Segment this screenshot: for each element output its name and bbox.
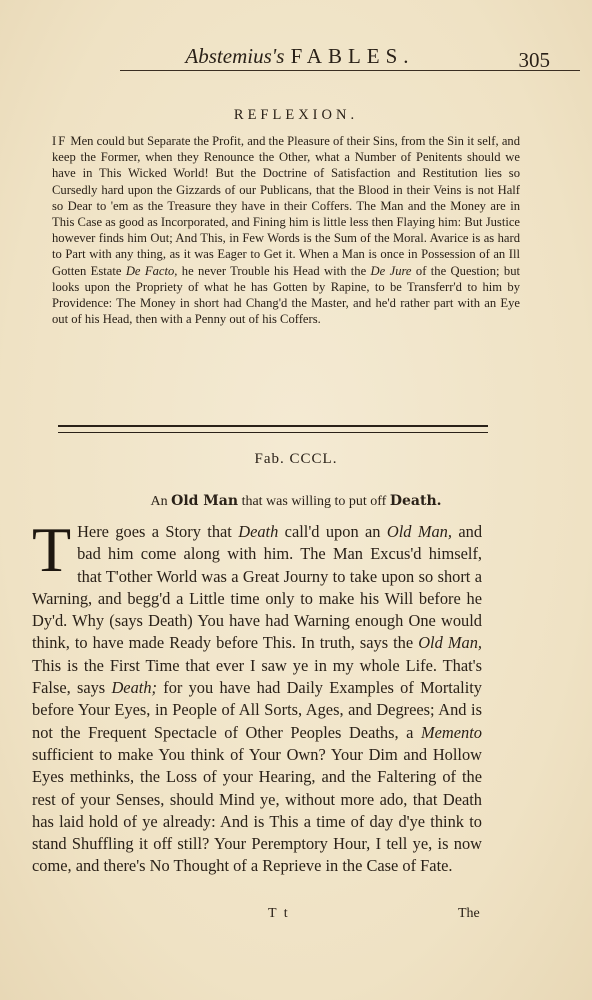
running-header bbox=[80, 44, 550, 74]
drop-capital: T bbox=[32, 514, 72, 585]
signature-mark: T t bbox=[268, 906, 290, 921]
fable-text bbox=[32, 514, 483, 878]
fable-title: An Old Man that was willing to put off Death. bbox=[150, 493, 442, 509]
fable-number: Fab. CCCL. bbox=[254, 451, 338, 467]
blackletter-old-man: Old Man bbox=[171, 493, 239, 509]
reflexion-text bbox=[52, 133, 520, 327]
running-title bbox=[140, 44, 460, 69]
running-title-fables: FABLES. bbox=[290, 44, 415, 68]
header-rule bbox=[120, 70, 580, 71]
fable-paragraph: Here goes a Story that Death call'd upon an Old Man, and bad him come along with him. The Man Excus'd himself, that T'other World was a Great Journy to take upon so short a Warning, and begg'd a Little time only to make his Will before he Dy'd. Why (says Death) You have had Warning enough One would think, to have made Ready before This. In truth, says the Old Man, This is the First Time that ever I saw ye in my whole Life. That's False, says Death; for you have had Daily Examples of Mortality before Your Eyes, in People of All Sorts, Ages, and Degrees; And is not the Frequent Spectacle of Other Peoples Deaths, a Memento sufficient to make You think of Your Own? Your Dim and Hollow Eyes methinks, the Loss of your Hearing, and the Faltering of the rest of your Senses, should Mind ye, without more ado, that Death has laid hold of ye already: And is This a time of day d'ye think to stand Shuffling it off still? Your Peremptory Hour, I tell ye, is now come, and there's No Thought of a Reprieve in the Case of Fate. bbox=[32, 522, 483, 876]
reflexion-heading: REFLEXION. bbox=[233, 107, 359, 123]
catchword: The bbox=[458, 906, 480, 921]
reflexion-paragraph: IF Men could but Separate the Profit, and the Pleasure of their Sins, from the Sin it self, and keep the Former, when they Renounce the Other, what a Number of Penitents should we have in This Wicked World! But the Doctrine of Satisfaction and Restitution lies so Cursedly hard upon the Gizzards of our Publicans, that the Blood in their Veins is not Half so Dear to 'em as the Treasure they have in their Coffers. The Man and the Money are in This Case as good as Incorporated, and Fining him is little less then Flaying him: But Justice however finds him Out; And This, in Few Words is the Sum of the Moral. Avarice is as hard to Part with any thing, as it was Eager to Get it. When a Man is once in Possession of an Ill Gotten Estate De Facto, he never Trouble his Head with the De Jure of the Question; but looks upon the Propriety of what he has Gotten by Rapine, to be Transferr'd to him by Providence: The Money in short had Chang'd the Master, and he'd rather part with an Eye out of his Head, then with a Penny out of his Coffers. bbox=[52, 134, 520, 327]
running-title-author: Abstemius's bbox=[185, 44, 285, 68]
section-divider bbox=[58, 425, 488, 433]
blackletter-death: Death. bbox=[389, 493, 442, 509]
page-number: 305 bbox=[518, 48, 550, 72]
